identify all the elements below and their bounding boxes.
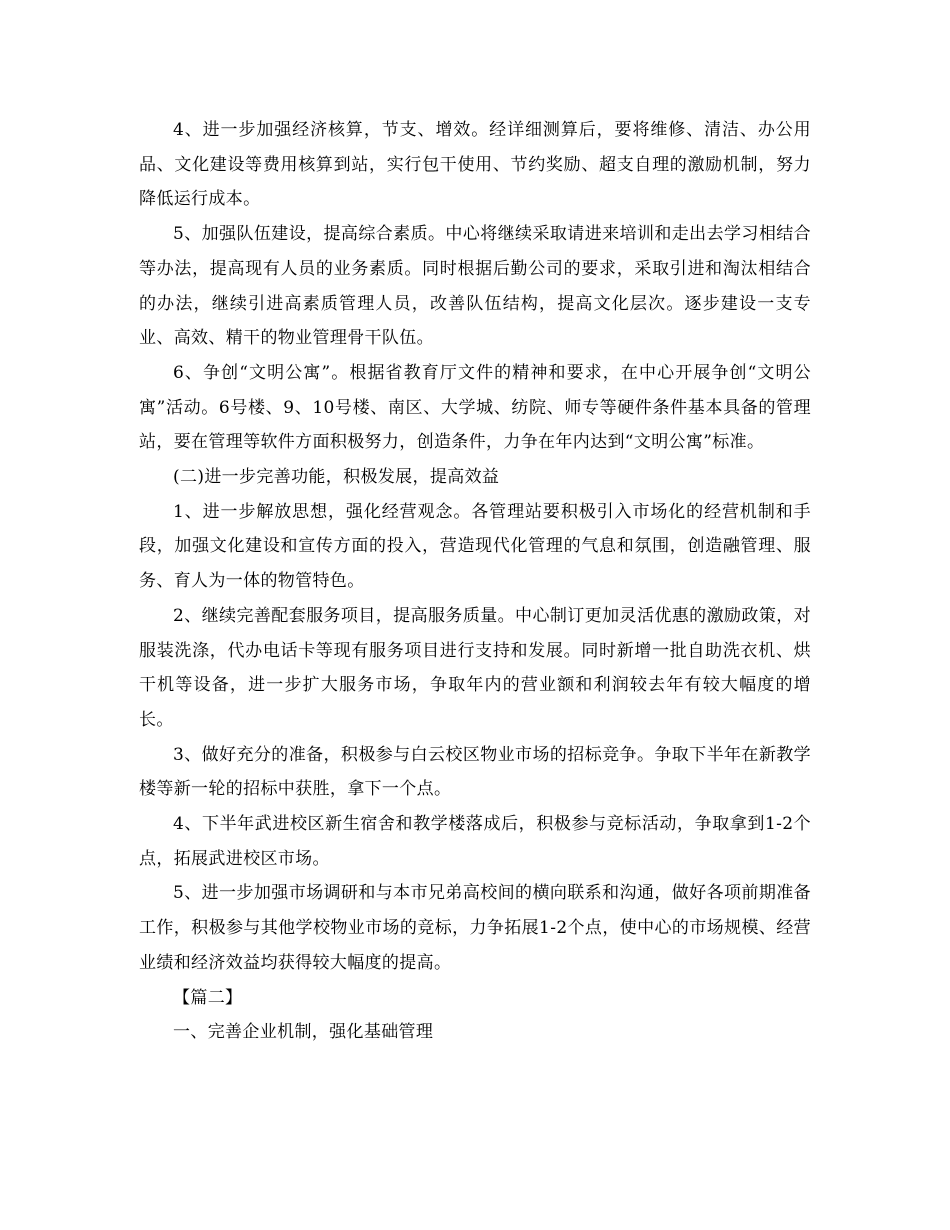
section-heading-enterprise-mechanism: 一、完善企业机制，强化基础管理 xyxy=(173,1022,434,1043)
paragraph-service-items: 2、继续完善配套服务项目，提高服务质量。中心制订更加灵活优惠的激励政策，对服装洗涤，代办电话卡等现有服务项目进行支持和发展。同时新增一批自助洗衣机、烘干机等设备，进一步扩大服务市场，争取年内的营业额和利润较去年有较大幅度的增长。 xyxy=(139,605,811,730)
paragraph-wujin-campus: 4、下半年武进校区新生宿舍和教学楼落成后，积极参与竞标活动，争取拿到1-2个点，拓展武进校区市场。 xyxy=(139,814,811,869)
paragraph-civilized-apartment: 6、争创“文明公寓”。根据省教育厅文件的精神和要求，在中心开展争创“文明公寓”活动。6号楼、9、10号楼、南区、大学城、纺院、师专等硬件条件基本具备的管理站，要在管理等软件方面积极努力，创造条件，力争在年内达到“文明公寓”标准。 xyxy=(139,362,811,453)
paragraph-emancipate-mind: 1、进一步解放思想，强化经营观念。各管理站要积极引入市场化的经营机制和手段，加强文化建设和宣传方面的投入，营造现代化管理的气息和氛围，创造融管理、服务、育人为一体的物管特色。 xyxy=(139,501,811,592)
paragraph-baiyun-bidding: 3、做好充分的准备，积极参与白云校区物业市场的招标竞争。争取下半年在新教学楼等新一轮的招标中获胜，拿下一个点。 xyxy=(139,744,811,800)
section-heading-improve-functions: (二)进一步完善功能，积极发展，提高效益 xyxy=(173,467,500,488)
paragraph-team-building: 5、加强队伍建设，提高综合素质。中心将继续采取请进来培训和走出去学习相结合等办法，提高现有人员的业务素质。同时根据后勤公司的要求，采取引进和淘汰相结合的办法，继续引进高素质管理人员，改善队伍结构，提高文化层次。逐步建设一支专业、高效、精干的物业管理骨干队伍。 xyxy=(139,224,811,349)
paragraph-economic-accounting: 4、进一步加强经济核算，节支、增效。经详细测算后，要将维修、清洁、办公用品、文化建设等费用核算到站，实行包干使用、节约奖励、超支自理的激励机制，努力降低运行成本。 xyxy=(139,120,811,210)
section-marker-part-two: 【篇二】 xyxy=(173,987,243,1008)
document-body xyxy=(139,113,811,1050)
paragraph-market-research: 5、进一步加强市场调研和与本市兄弟高校间的横向联系和沟通，做好各项前期准备工作，积极参与其他学校物业市场的竞标，力争拓展1-2个点，使中心的市场规模、经营业绩和经济效益均获得较大幅度的提高。 xyxy=(139,883,811,973)
